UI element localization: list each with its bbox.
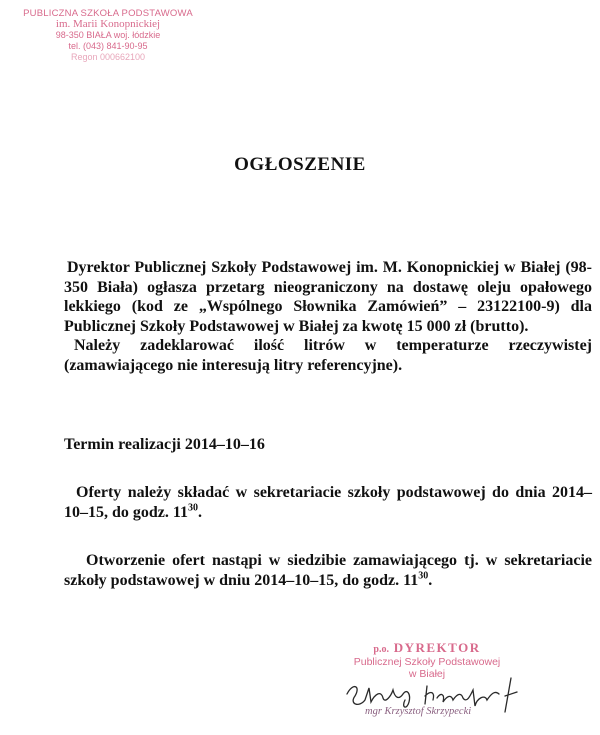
- stamp-line-address: 98-350 BIAŁA woj. łódzkie: [55, 30, 161, 40]
- offers-text: Oferty należy składać w sekretariacie szkoły podstawowej do dnia 2014–10–15, do godz. 11: [64, 484, 592, 521]
- stamp-line-patron: im. Marii Konopnickiej: [55, 18, 161, 30]
- director-stamp-title: [322, 640, 532, 656]
- director-stamp-line1: Publicznej Szkoły Podstawowej: [353, 656, 501, 668]
- stamp-line-school: PUBLICZNA SZKOŁA PODSTAWOWA: [23, 8, 193, 19]
- school-stamp: [8, 8, 208, 63]
- page-title: OGŁOSZENIE: [234, 154, 366, 175]
- offers-hour-minutes: 30: [188, 502, 199, 514]
- paragraph-main: Dyrektor Publicznej Szkoły Podstawowej im. M. Konopnickiej w Białej (98-350 Biała) ogłasza przetarg nieograniczony na dostawę oleju opałowego lekkiego (kod ze „Wspólnego Słownika Zamówień” – 23122100-9) dla Publicznej Szkoły Podstawowej w Białej za kwotę 15 000 zł (brutto).: [64, 259, 592, 335]
- director-name: mgr Krzysztof Skrzypecki: [365, 706, 472, 717]
- paragraph-liters: Należy zadeklarować ilość litrów w temperaturze rzeczywistej (zamawiającego nie interesują litry referencyjne).: [64, 337, 592, 374]
- offers-end: .: [198, 504, 203, 521]
- opening-hour-minutes: 30: [418, 570, 429, 582]
- announcement-body: [64, 258, 592, 376]
- stamp-line-regon: Regon 000662100: [70, 52, 146, 62]
- director-stamp-line2: w Białej: [408, 668, 446, 680]
- completion-term: Termin realizacji 2014–10–16: [64, 436, 265, 453]
- offers-opening: [64, 551, 592, 591]
- opening-end: .: [428, 572, 433, 589]
- opening-text: Otworzenie ofert nastąpi w siedzibie zamawiającego tj. w sekretariacie szkoły podstawowej w dniu 2014–10–15, do godz. 11: [64, 552, 592, 589]
- offers-deadline: [64, 483, 592, 523]
- director-stamp-role: DYREKTOR: [393, 640, 481, 655]
- director-stamp-prefix: p.o.: [373, 644, 389, 655]
- stamp-line-phone: tel. (043) 841-90-95: [68, 41, 148, 51]
